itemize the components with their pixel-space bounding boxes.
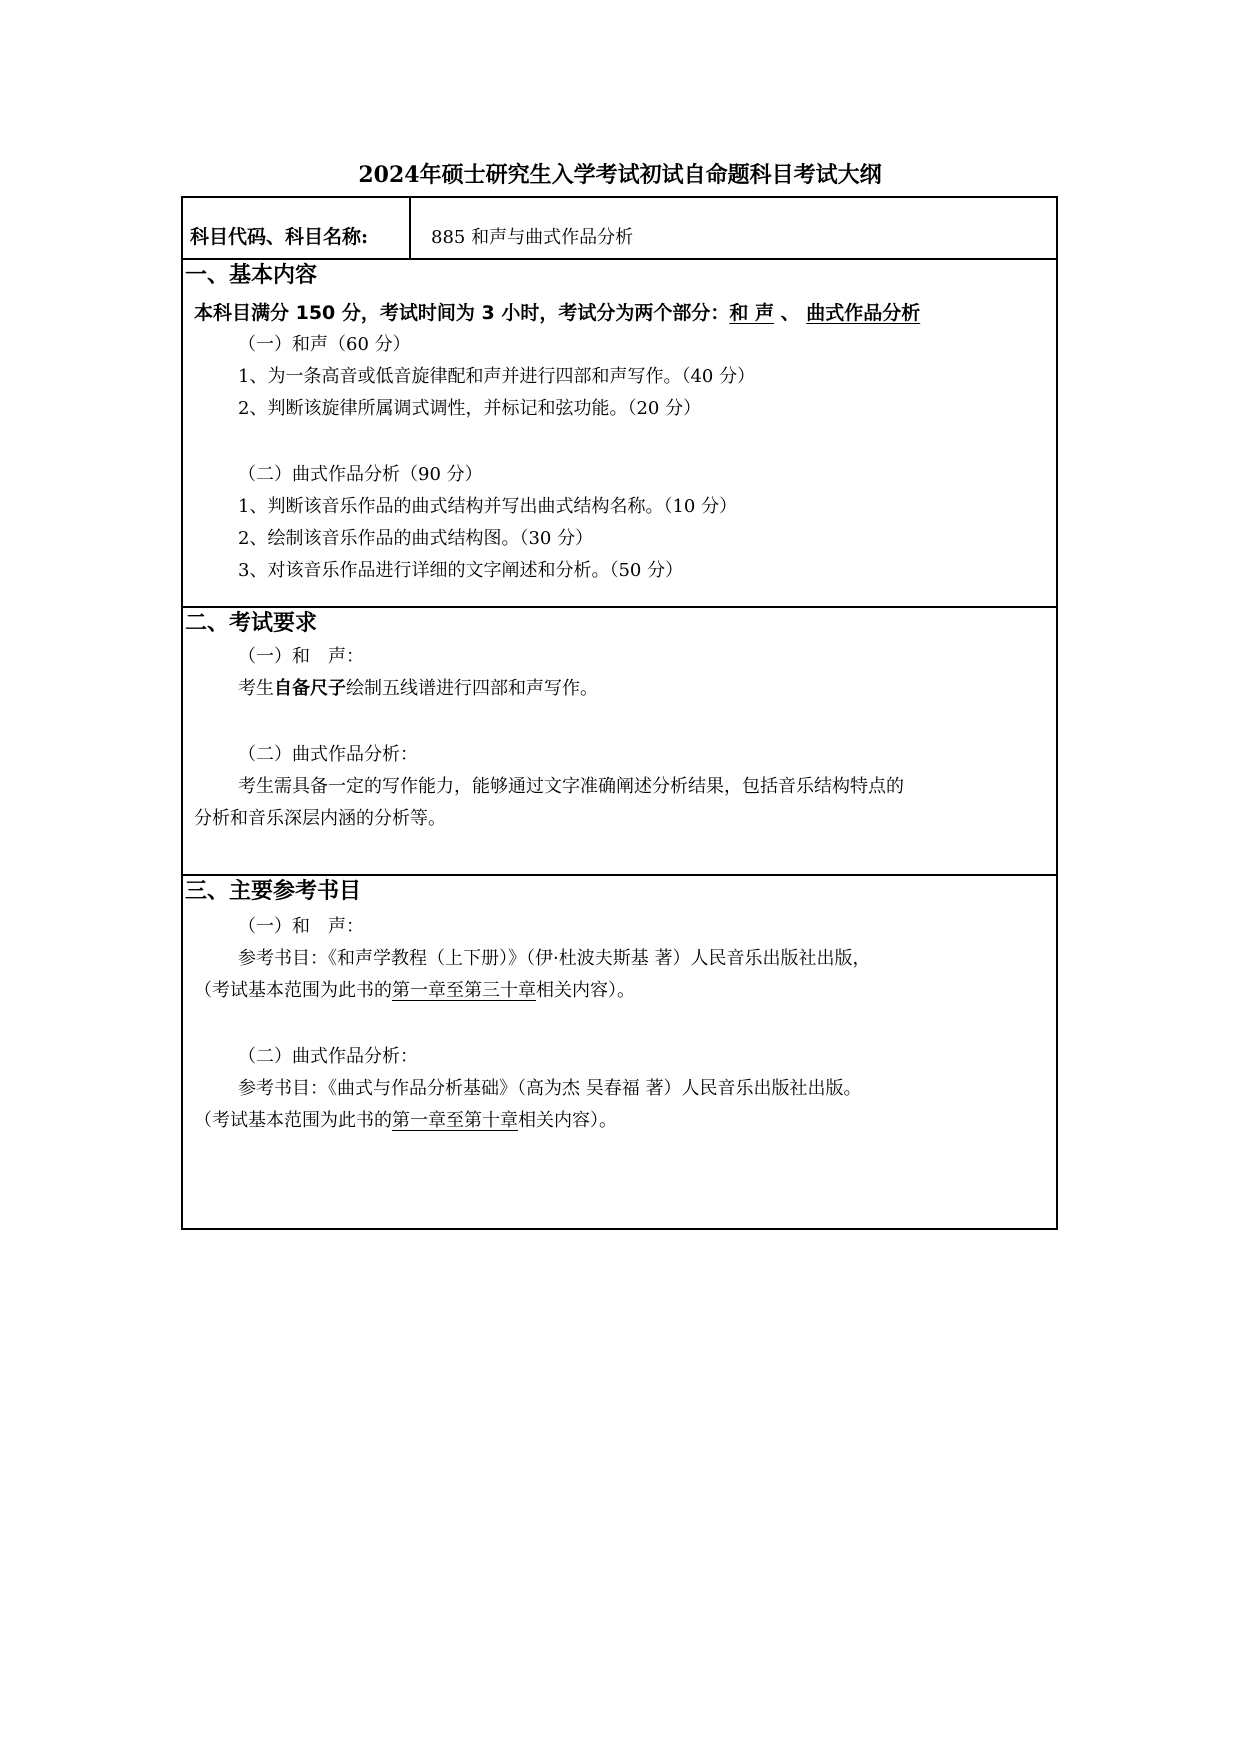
exam-summary: [194, 300, 920, 326]
harmony-item-2: 2、判断该旋律所属调式调性，并标记和弦功能。（20 分）: [238, 398, 702, 419]
exam-summary-text: 本科目满分 150 分，考试时间为 3 小时，考试分为两个部分：: [194, 302, 730, 324]
reference-harmony-scope-pre: （考试基本范围为此书的: [194, 980, 392, 1001]
section-heading-references: 三、主要参考书目: [185, 878, 362, 904]
section-heading-exam-requirements: 二、考试要求: [185, 610, 318, 636]
harmony-score-title: （一）和声（60 分）: [238, 334, 411, 355]
reference-form-title: （二）曲式作品分析：: [238, 1046, 418, 1067]
form-item-1: 1、判断该音乐作品的曲式结构并写出曲式结构名称。（10 分）: [238, 496, 738, 517]
reference-form-book: 参考书目：《曲式与作品分析基础》（高为杰 吴春福 著）人民音乐出版社出版。: [238, 1078, 862, 1099]
requirement-harmony-title: （一）和 声：: [238, 646, 364, 667]
requirement-harmony-post: 绘制五线谱进行四部和声写作。: [346, 678, 598, 699]
reference-harmony-scope: [194, 978, 635, 1004]
reference-harmony-chapters: 第一章至第三十章: [392, 980, 536, 1001]
requirement-harmony-pre: 考生: [238, 678, 274, 699]
reference-form-scope: [194, 1108, 617, 1134]
reference-form-chapters: 第一章至第十章: [392, 1110, 518, 1131]
reference-harmony-book: 参考书目：《和声学教程（上下册）》（伊·杜波夫斯基 著）人民音乐出版社出版，: [238, 948, 871, 969]
form-score-title: （二）曲式作品分析（90 分）: [238, 464, 483, 485]
requirement-harmony-text: [238, 676, 598, 702]
section-heading-basic-content: 一、基本内容: [185, 262, 318, 288]
reference-form-scope-pre: （考试基本范围为此书的: [194, 1110, 392, 1131]
requirement-form-title: （二）曲式作品分析：: [238, 744, 418, 765]
outline-table: [181, 196, 1058, 1230]
part-form-analysis: 曲式作品分析: [806, 302, 921, 324]
form-item-3: 3、对该音乐作品进行详细的文字阐述和分析。（50 分）: [238, 560, 684, 581]
part-harmony: 和 声: [729, 302, 774, 324]
requirement-ruler: 自备尺子: [274, 678, 346, 699]
subject-divider: [409, 198, 411, 258]
reference-harmony-title: （一）和 声：: [238, 916, 364, 937]
reference-form-scope-post: 相关内容）。: [518, 1110, 617, 1131]
subject-label: 科目代码、科目名称:: [190, 226, 369, 248]
form-item-2: 2、绘制该音乐作品的曲式结构图。（30 分）: [238, 528, 594, 549]
document-title: 2024年硕士研究生入学考试初试自命题科目考试大纲: [358, 162, 882, 188]
requirement-form-line-1: 考生需具备一定的写作能力，能够通过文字准确阐述分析结果，包括音乐结构特点的: [238, 776, 904, 797]
part-separator: 、: [773, 302, 807, 324]
reference-harmony-scope-post: 相关内容）。: [536, 980, 635, 1001]
requirement-form-line-2: 分析和音乐深层内涵的分析等。: [194, 808, 446, 829]
harmony-item-1: 1、为一条高音或低音旋律配和声并进行四部和声写作。（40 分）: [238, 366, 756, 387]
subject-value: 885 和声与曲式作品分析: [431, 227, 634, 248]
